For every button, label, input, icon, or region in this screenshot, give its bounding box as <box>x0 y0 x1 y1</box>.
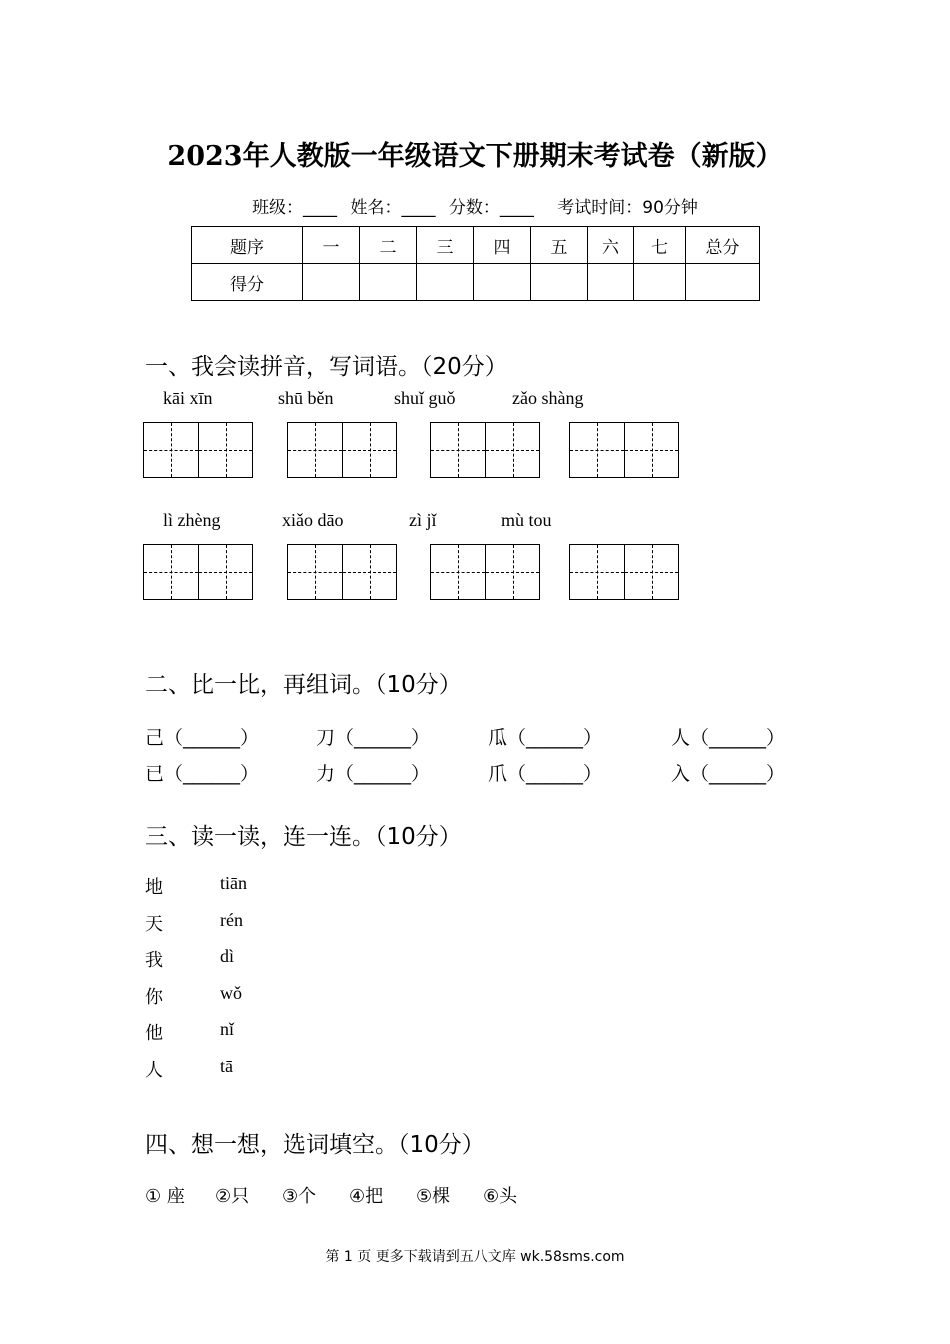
table-cell: 七 <box>634 227 686 264</box>
compare-item[interactable]: 刀（______） <box>316 727 431 749</box>
section3-heading: 三、读一读，连一连。（10分） <box>145 824 462 850</box>
table-cell: 五 <box>531 227 588 264</box>
writing-grid[interactable] <box>430 544 540 600</box>
match-pinyin[interactable]: rén <box>220 910 243 930</box>
table-cell: 三 <box>417 227 474 264</box>
table-cell: 二 <box>360 227 417 264</box>
pinyin-label: zì jǐ <box>409 510 437 530</box>
name-field: 姓名：____ <box>350 198 436 218</box>
match-pinyin[interactable]: nǐ <box>220 1019 235 1039</box>
score-input-cell[interactable] <box>686 264 760 301</box>
table-cell: 总分 <box>686 227 760 264</box>
writing-grid[interactable] <box>569 544 679 600</box>
compare-item[interactable]: 入（______） <box>671 763 786 785</box>
section2-heading: 二、比一比，再组词。（10分） <box>145 672 462 698</box>
writing-grid[interactable] <box>143 422 253 478</box>
word-option: ④把 <box>349 1186 384 1207</box>
table-cell: 题序 <box>192 227 303 264</box>
score-table-header-row <box>192 227 760 264</box>
pinyin-label: kāi xīn <box>163 388 213 408</box>
writing-grid[interactable] <box>430 422 540 478</box>
writing-grid[interactable] <box>287 544 397 600</box>
score-table-score-row <box>192 264 760 301</box>
pinyin-label: zǎo shàng <box>512 388 584 408</box>
word-option: ① 座 <box>145 1186 185 1207</box>
score-input-cell[interactable] <box>360 264 417 301</box>
score-input-cell[interactable] <box>474 264 531 301</box>
score-input-cell[interactable] <box>531 264 588 301</box>
compare-item[interactable]: 爪（______） <box>488 763 603 785</box>
class-field: 班级：____ <box>252 198 338 218</box>
pinyin-label: xiǎo dāo <box>282 510 344 530</box>
match-pinyin[interactable]: tā <box>220 1056 233 1076</box>
table-cell: 四 <box>474 227 531 264</box>
word-option: ③个 <box>282 1186 317 1207</box>
compare-item[interactable]: 力（______） <box>316 763 431 785</box>
match-pinyin[interactable]: dì <box>220 946 235 966</box>
score-field: 分数：____ <box>448 198 534 218</box>
compare-item[interactable]: 人（______） <box>671 727 786 749</box>
match-char[interactable]: 他 <box>145 1023 163 1044</box>
table-cell: 六 <box>588 227 634 264</box>
writing-grid[interactable] <box>569 422 679 478</box>
match-pinyin[interactable]: wǒ <box>220 983 242 1003</box>
score-table <box>191 226 760 301</box>
writing-grid[interactable] <box>143 544 253 600</box>
match-char[interactable]: 人 <box>145 1060 163 1081</box>
word-option: ⑤棵 <box>416 1186 451 1207</box>
match-char[interactable]: 我 <box>145 950 163 971</box>
compare-item[interactable]: 已（______） <box>145 763 260 785</box>
score-input-cell[interactable] <box>303 264 360 301</box>
pinyin-label: lì zhèng <box>163 510 221 530</box>
match-pinyin[interactable]: tiān <box>220 873 247 893</box>
pinyin-label: shuǐ guǒ <box>394 388 456 408</box>
score-input-cell[interactable] <box>417 264 474 301</box>
compare-item[interactable]: 瓜（______） <box>488 727 603 749</box>
match-char[interactable]: 你 <box>145 987 163 1008</box>
page-title: 2023年人教版一年级语文下册期末考试卷（新版） <box>167 141 783 172</box>
table-cell: 一 <box>303 227 360 264</box>
match-char[interactable]: 天 <box>145 914 163 935</box>
section1-heading: 一、我会读拼音，写词语。（20分） <box>145 354 508 380</box>
score-input-cell[interactable] <box>588 264 634 301</box>
table-cell: 得分 <box>192 264 303 301</box>
pinyin-label: mù tou <box>501 510 552 530</box>
exam-time: 考试时间：90分钟 <box>557 198 698 218</box>
writing-grid[interactable] <box>287 422 397 478</box>
section4-heading: 四、想一想，选词填空。（10分） <box>145 1132 485 1158</box>
score-input-cell[interactable] <box>634 264 686 301</box>
page-footer: 第 1 页 更多下载请到五八文库 wk.58sms.com <box>325 1249 625 1265</box>
word-option: ②只 <box>215 1186 250 1207</box>
exam-info <box>0 193 950 218</box>
word-option: ⑥头 <box>483 1186 518 1207</box>
match-char[interactable]: 地 <box>145 877 163 898</box>
compare-item[interactable]: 己（______） <box>145 727 260 749</box>
pinyin-label: shū běn <box>278 388 334 408</box>
